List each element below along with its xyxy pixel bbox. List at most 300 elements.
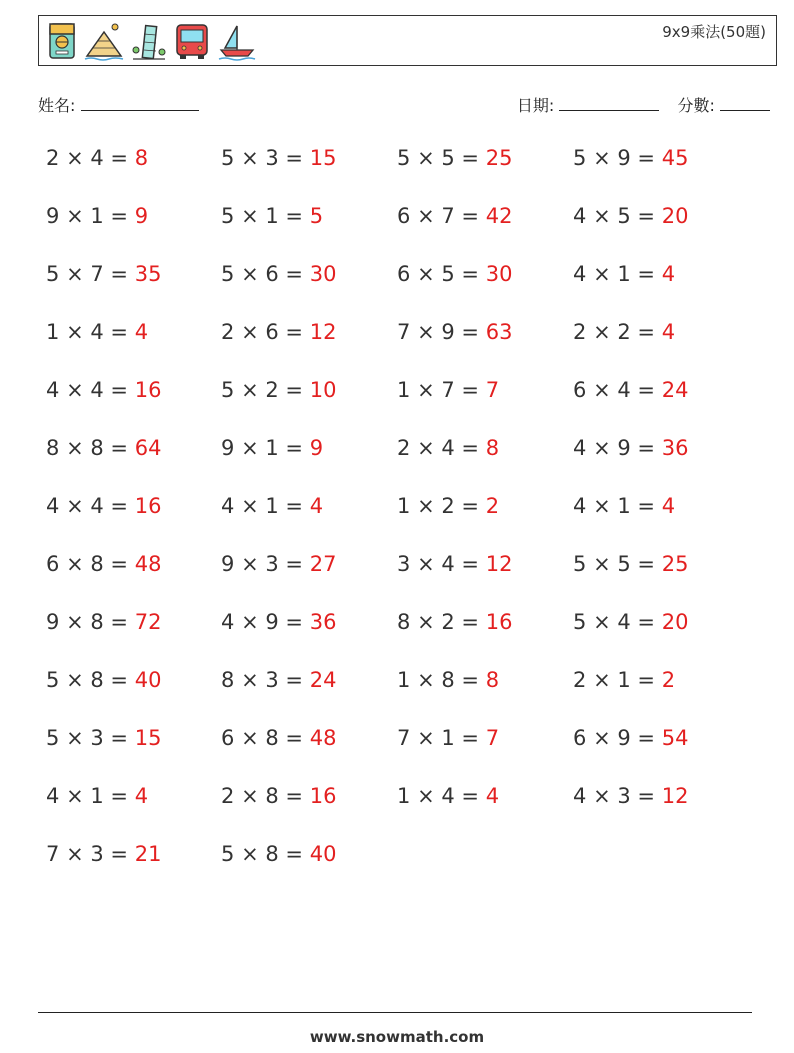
times-sign: × (417, 784, 435, 808)
problem-item (397, 668, 499, 692)
factor-a: 2 (573, 320, 587, 344)
times-sign: × (417, 552, 435, 576)
factor-b: 8 (441, 668, 455, 692)
equals-sign: = (285, 668, 304, 692)
problem-item (221, 320, 336, 344)
problem-item (573, 146, 688, 170)
answer: 7 (485, 378, 500, 402)
answer: 4 (661, 262, 676, 286)
times-sign: × (241, 726, 259, 750)
times-sign: × (593, 262, 611, 286)
date-score-fields (517, 93, 770, 116)
problem-item (573, 726, 688, 750)
factor-b: 4 (90, 146, 104, 170)
times-sign: × (241, 436, 259, 460)
equals-sign: = (637, 552, 656, 576)
date-line[interactable] (559, 94, 659, 111)
factor-b: 1 (617, 494, 631, 518)
times-sign: × (66, 726, 84, 750)
equals-sign: = (637, 262, 656, 286)
name-line[interactable] (81, 94, 199, 111)
factor-b: 4 (441, 784, 455, 808)
answer: 5 (309, 204, 324, 228)
factor-a: 4 (46, 784, 60, 808)
factor-a: 6 (397, 204, 411, 228)
answer: 12 (309, 320, 337, 344)
factor-b: 9 (617, 726, 631, 750)
icon-strip (47, 20, 257, 62)
times-sign: × (593, 494, 611, 518)
equals-sign: = (110, 610, 129, 634)
times-sign: × (241, 784, 259, 808)
equals-sign: = (285, 494, 304, 518)
problem-item (46, 146, 148, 170)
factor-a: 2 (46, 146, 60, 170)
problem-item (397, 726, 499, 750)
problem-item (397, 552, 512, 576)
times-sign: × (417, 204, 435, 228)
factor-b: 2 (617, 320, 631, 344)
answer: 7 (485, 726, 500, 750)
factor-a: 6 (573, 378, 587, 402)
equals-sign: = (461, 494, 480, 518)
factor-b: 1 (617, 262, 631, 286)
answer: 10 (309, 378, 337, 402)
answer: 48 (309, 726, 337, 750)
factor-a: 6 (573, 726, 587, 750)
factor-a: 5 (46, 726, 60, 750)
factor-b: 4 (617, 378, 631, 402)
equals-sign: = (637, 494, 656, 518)
name-field (38, 93, 199, 116)
equals-sign: = (637, 320, 656, 344)
problem-item (46, 668, 161, 692)
times-sign: × (66, 668, 84, 692)
equals-sign: = (110, 842, 129, 866)
factor-a: 5 (46, 262, 60, 286)
factor-a: 7 (397, 320, 411, 344)
equals-sign: = (285, 146, 304, 170)
equals-sign: = (110, 668, 129, 692)
problem-item (221, 784, 336, 808)
factor-b: 6 (265, 262, 279, 286)
factor-b: 5 (441, 146, 455, 170)
factor-a: 6 (397, 262, 411, 286)
factor-a: 5 (221, 204, 235, 228)
equals-sign: = (461, 378, 480, 402)
answer: 45 (661, 146, 689, 170)
answer: 25 (661, 552, 689, 576)
factor-a: 9 (221, 436, 235, 460)
equals-sign: = (461, 552, 480, 576)
factor-b: 3 (265, 668, 279, 692)
factor-a: 1 (46, 320, 60, 344)
bus-icon (173, 20, 211, 62)
factor-b: 4 (90, 494, 104, 518)
problem-item (46, 262, 161, 286)
times-sign: × (66, 842, 84, 866)
answer: 24 (309, 668, 337, 692)
factor-b: 4 (90, 378, 104, 402)
factor-b: 8 (90, 610, 104, 634)
times-sign: × (593, 320, 611, 344)
factor-b: 1 (265, 494, 279, 518)
factor-b: 8 (265, 726, 279, 750)
answer: 16 (134, 494, 162, 518)
factor-a: 6 (221, 726, 235, 750)
problem-item (46, 784, 148, 808)
factor-a: 4 (46, 494, 60, 518)
factor-a: 5 (573, 610, 587, 634)
equals-sign: = (637, 204, 656, 228)
leaning-tower-icon (131, 20, 167, 62)
answer: 40 (309, 842, 337, 866)
answer: 64 (134, 436, 162, 460)
problem-item (221, 436, 323, 460)
name-label: 姓名: (38, 96, 76, 115)
factor-a: 4 (573, 262, 587, 286)
equals-sign: = (285, 436, 304, 460)
problem-item (573, 378, 688, 402)
factor-b: 8 (265, 842, 279, 866)
problem-item (397, 378, 499, 402)
equals-sign: = (637, 146, 656, 170)
factor-b: 7 (90, 262, 104, 286)
equals-sign: = (461, 262, 480, 286)
answer: 8 (485, 436, 500, 460)
factor-a: 8 (46, 436, 60, 460)
times-sign: × (241, 668, 259, 692)
equals-sign: = (110, 552, 129, 576)
problem-item (221, 146, 336, 170)
factor-a: 2 (221, 320, 235, 344)
equals-sign: = (285, 726, 304, 750)
problem-item (221, 494, 323, 518)
equals-sign: = (285, 320, 304, 344)
problem-item (221, 552, 336, 576)
times-sign: × (593, 436, 611, 460)
times-sign: × (417, 494, 435, 518)
answer: 9 (134, 204, 149, 228)
answer: 30 (485, 262, 513, 286)
factor-b: 3 (617, 784, 631, 808)
answer: 36 (661, 436, 689, 460)
problem-item (397, 494, 499, 518)
problem-item (221, 204, 323, 228)
factor-b: 9 (617, 146, 631, 170)
times-sign: × (66, 494, 84, 518)
factor-b: 9 (441, 320, 455, 344)
factor-a: 9 (46, 204, 60, 228)
answer: 16 (485, 610, 513, 634)
times-sign: × (417, 436, 435, 460)
times-sign: × (66, 262, 84, 286)
factor-b: 1 (265, 204, 279, 228)
problem-item (397, 320, 512, 344)
equals-sign: = (285, 842, 304, 866)
answer: 9 (309, 436, 324, 460)
times-sign: × (593, 204, 611, 228)
times-sign: × (593, 378, 611, 402)
answer: 21 (134, 842, 162, 866)
answer: 8 (485, 668, 500, 692)
factor-a: 9 (46, 610, 60, 634)
times-sign: × (241, 552, 259, 576)
equals-sign: = (285, 204, 304, 228)
answer: 2 (661, 668, 676, 692)
equals-sign: = (461, 436, 480, 460)
equals-sign: = (110, 784, 129, 808)
equals-sign: = (110, 204, 129, 228)
factor-b: 5 (617, 552, 631, 576)
answer: 16 (309, 784, 337, 808)
factor-b: 8 (90, 668, 104, 692)
score-label: 分數: (677, 96, 715, 115)
equals-sign: = (461, 146, 480, 170)
factor-b: 1 (90, 204, 104, 228)
equals-sign: = (637, 378, 656, 402)
factor-a: 4 (573, 784, 587, 808)
factor-b: 4 (441, 552, 455, 576)
problem-item (397, 204, 512, 228)
factor-a: 5 (397, 146, 411, 170)
factor-b: 3 (90, 842, 104, 866)
times-sign: × (593, 610, 611, 634)
equals-sign: = (461, 320, 480, 344)
answer: 48 (134, 552, 162, 576)
footer-url: www.snowmath.com (309, 1028, 485, 1046)
answer: 16 (134, 378, 162, 402)
times-sign: × (241, 204, 259, 228)
times-sign: × (241, 610, 259, 634)
answer: 30 (309, 262, 337, 286)
answer: 36 (309, 610, 337, 634)
factor-a: 5 (221, 842, 235, 866)
times-sign: × (417, 320, 435, 344)
factor-b: 4 (90, 320, 104, 344)
problem-item (46, 204, 148, 228)
answer: 2 (485, 494, 500, 518)
factor-a: 5 (573, 552, 587, 576)
problem-item (573, 610, 688, 634)
passport-icon (47, 20, 77, 62)
factor-a: 4 (573, 436, 587, 460)
factor-a: 6 (46, 552, 60, 576)
equals-sign: = (285, 262, 304, 286)
problem-item (573, 552, 688, 576)
times-sign: × (593, 668, 611, 692)
problem-item (573, 494, 675, 518)
score-line[interactable] (720, 94, 770, 111)
factor-a: 1 (397, 668, 411, 692)
answer: 20 (661, 610, 689, 634)
times-sign: × (417, 726, 435, 750)
factor-b: 5 (441, 262, 455, 286)
equals-sign: = (110, 320, 129, 344)
problem-item (397, 146, 512, 170)
problem-item (573, 320, 675, 344)
factor-b: 2 (441, 610, 455, 634)
answer: 15 (134, 726, 162, 750)
answer: 20 (661, 204, 689, 228)
equals-sign: = (461, 726, 480, 750)
times-sign: × (66, 320, 84, 344)
factor-b: 1 (265, 436, 279, 460)
problem-item (397, 436, 499, 460)
factor-a: 7 (46, 842, 60, 866)
times-sign: × (417, 378, 435, 402)
answer: 27 (309, 552, 337, 576)
factor-a: 5 (221, 262, 235, 286)
answer: 4 (134, 784, 149, 808)
problem-item (573, 784, 688, 808)
times-sign: × (241, 842, 259, 866)
times-sign: × (417, 610, 435, 634)
problem-item (397, 784, 499, 808)
problem-item (46, 610, 161, 634)
equals-sign: = (110, 146, 129, 170)
answer: 24 (661, 378, 689, 402)
answer: 15 (309, 146, 337, 170)
equals-sign: = (461, 668, 480, 692)
factor-b: 8 (265, 784, 279, 808)
problem-item (46, 378, 161, 402)
factor-b: 2 (441, 494, 455, 518)
factor-b: 9 (265, 610, 279, 634)
times-sign: × (66, 378, 84, 402)
problem-item (221, 610, 336, 634)
equals-sign: = (110, 262, 129, 286)
problem-item (221, 668, 336, 692)
times-sign: × (66, 784, 84, 808)
problem-item (573, 436, 688, 460)
factor-a: 5 (46, 668, 60, 692)
times-sign: × (241, 378, 259, 402)
problem-item (573, 668, 675, 692)
equals-sign: = (637, 726, 656, 750)
answer: 63 (485, 320, 513, 344)
times-sign: × (66, 552, 84, 576)
factor-a: 2 (397, 436, 411, 460)
factor-a: 5 (221, 146, 235, 170)
answer: 25 (485, 146, 513, 170)
times-sign: × (66, 610, 84, 634)
answer: 40 (134, 668, 162, 692)
factor-a: 4 (573, 494, 587, 518)
times-sign: × (417, 146, 435, 170)
factor-b: 8 (90, 436, 104, 460)
factor-b: 9 (617, 436, 631, 460)
factor-a: 8 (221, 668, 235, 692)
times-sign: × (66, 204, 84, 228)
factor-a: 1 (397, 378, 411, 402)
problem-item (397, 610, 512, 634)
factor-a: 5 (573, 146, 587, 170)
factor-b: 1 (441, 726, 455, 750)
equals-sign: = (285, 610, 304, 634)
times-sign: × (593, 784, 611, 808)
sailboat-icon (217, 20, 257, 62)
factor-b: 2 (265, 378, 279, 402)
date-label: 日期: (516, 96, 555, 115)
problem-item (221, 262, 336, 286)
factor-a: 4 (221, 610, 235, 634)
factor-a: 3 (397, 552, 411, 576)
factor-b: 6 (265, 320, 279, 344)
times-sign: × (593, 726, 611, 750)
equals-sign: = (285, 784, 304, 808)
problem-item (397, 262, 512, 286)
factor-b: 4 (441, 436, 455, 460)
answer: 12 (661, 784, 689, 808)
problem-item (221, 726, 336, 750)
factor-a: 7 (397, 726, 411, 750)
factor-b: 1 (617, 668, 631, 692)
equals-sign: = (461, 784, 480, 808)
footer-divider (38, 1012, 752, 1013)
times-sign: × (241, 494, 259, 518)
answer: 54 (661, 726, 689, 750)
problem-item (573, 262, 675, 286)
factor-a: 9 (221, 552, 235, 576)
factor-b: 3 (90, 726, 104, 750)
equals-sign: = (285, 378, 304, 402)
factor-b: 7 (441, 378, 455, 402)
problem-item (46, 320, 148, 344)
problem-item (46, 842, 161, 866)
pyramid-icon (83, 20, 125, 62)
times-sign: × (593, 552, 611, 576)
problem-item (221, 842, 336, 866)
factor-a: 4 (573, 204, 587, 228)
factor-b: 3 (265, 552, 279, 576)
equals-sign: = (110, 494, 129, 518)
problem-item (46, 552, 161, 576)
equals-sign: = (110, 726, 129, 750)
problem-item (46, 726, 161, 750)
equals-sign: = (110, 436, 129, 460)
worksheet-title: 9x9乘法(50題) (662, 23, 766, 41)
factor-a: 5 (221, 378, 235, 402)
equals-sign: = (637, 436, 656, 460)
factor-a: 1 (397, 784, 411, 808)
factor-a: 4 (46, 378, 60, 402)
factor-b: 4 (617, 610, 631, 634)
problem-item (46, 494, 161, 518)
equals-sign: = (285, 552, 304, 576)
factor-b: 1 (90, 784, 104, 808)
factor-a: 2 (573, 668, 587, 692)
header-box (38, 15, 777, 66)
answer: 35 (134, 262, 162, 286)
problem-item (573, 204, 688, 228)
answer: 12 (485, 552, 513, 576)
equals-sign: = (110, 378, 129, 402)
factor-b: 8 (90, 552, 104, 576)
factor-b: 7 (441, 204, 455, 228)
answer: 4 (134, 320, 149, 344)
problem-item (46, 436, 161, 460)
equals-sign: = (637, 668, 656, 692)
factor-a: 8 (397, 610, 411, 634)
answer: 4 (485, 784, 500, 808)
times-sign: × (241, 146, 259, 170)
answer: 42 (485, 204, 513, 228)
factor-b: 5 (617, 204, 631, 228)
answer: 72 (134, 610, 162, 634)
equals-sign: = (461, 204, 480, 228)
answer: 4 (661, 494, 676, 518)
